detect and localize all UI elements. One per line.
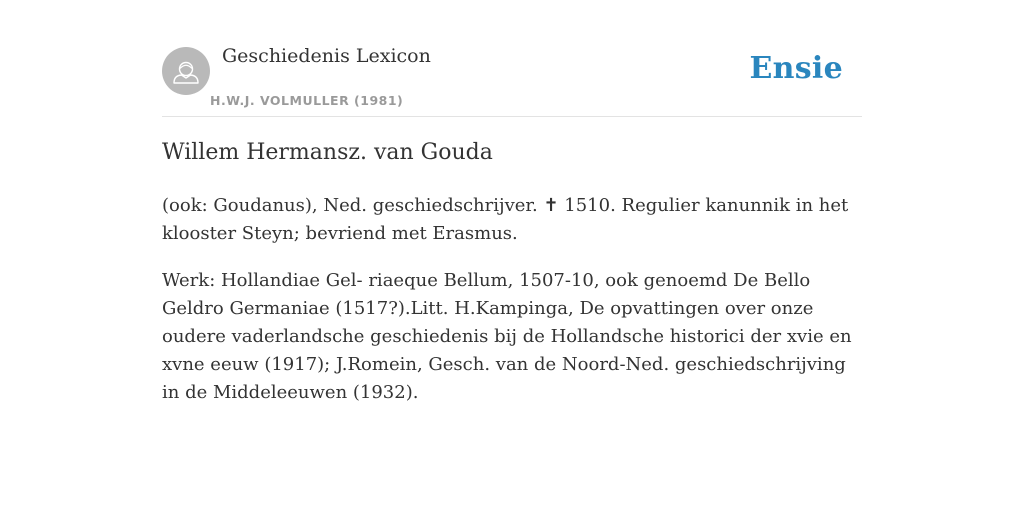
brand-logo[interactable]: Ensie — [749, 51, 843, 86]
source-title[interactable]: Geschiedenis Lexicon — [222, 45, 431, 67]
source-author[interactable]: H.W.J. VOLMULLER (1981) — [210, 93, 404, 108]
source-header — [162, 0, 862, 117]
entry-title: Willem Hermansz. van Gouda — [162, 140, 493, 165]
entry-card — [162, 0, 862, 403]
entry-paragraph: Werk: Hollandiae Gel- riaeque Bellum, 1507-10, ook genoemd De Bello Geldro Germaniae (1517?).Litt. H.Kampinga, De opvattingen over onze oudere vaderlandsche geschiedenis bij de Hollandsche historici der xvie en xvne eeuw (1917); J.Romein, Gesch. van de Noord-Ned. geschiedschrijving in de Middeleeuwen (1932). — [162, 270, 852, 403]
entry-paragraph: (ook: Goudanus), Ned. geschiedschrijver. ✝ 1510. Regulier kanunnik in het klooster Steyn; bevriend met Erasmus. — [162, 195, 849, 244]
user-placeholder-icon — [162, 47, 210, 95]
